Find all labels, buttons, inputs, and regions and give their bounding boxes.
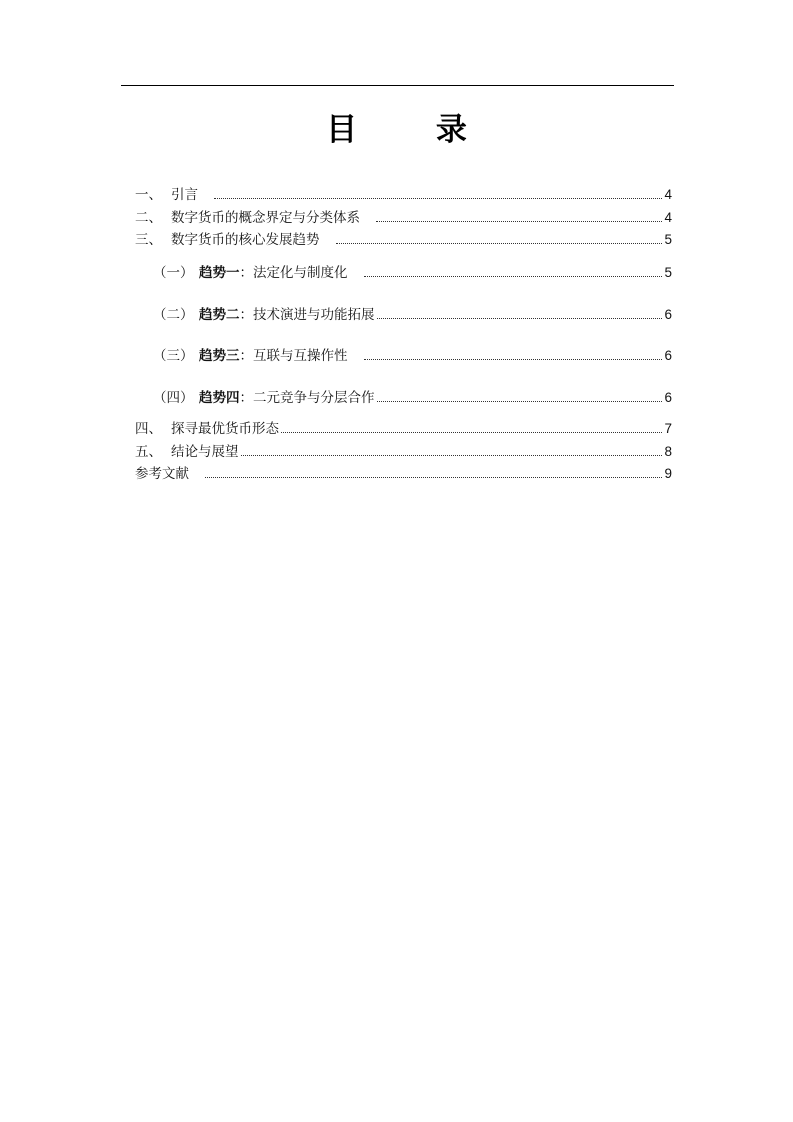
toc-entry-concept[interactable] (135, 208, 672, 226)
toc-entry-introduction[interactable] (135, 185, 672, 203)
toc-entry-conclusion[interactable] (135, 442, 672, 460)
dot-leader (214, 197, 662, 199)
toc-entry-page: 7 (664, 421, 672, 436)
dot-leader (241, 454, 663, 456)
dot-leader (364, 358, 663, 360)
toc-entry-page: 6 (664, 390, 672, 405)
toc-entry-label: 探寻最优货币形态 (171, 421, 279, 437)
toc-entry-number: 二、 (135, 210, 162, 226)
toc-entry-label-lead: 趋势二 (199, 307, 240, 323)
dot-leader (377, 400, 663, 402)
toc-entry-references[interactable] (135, 464, 672, 482)
toc-entry-number: 五、 (135, 444, 162, 460)
dot-leader (376, 220, 662, 222)
toc-entry-page: 4 (664, 187, 672, 202)
toc-entry-number: （一） (153, 265, 194, 281)
toc-entry-label-lead: 趋势一 (199, 265, 240, 281)
toc-entry-label: 结论与展望 (171, 444, 239, 460)
toc-entry-label-rest: ：技术演进与功能拓展 (239, 307, 375, 323)
toc-entry-number: 一、 (135, 187, 162, 203)
toc-entry-label-rest: ：互联与互操作性 (239, 348, 348, 364)
toc-entry-trend-4[interactable] (153, 388, 672, 406)
toc-entry-number: （四） (153, 390, 194, 406)
toc-entry-number: 四、 (135, 421, 162, 437)
toc-entry-trends[interactable] (135, 230, 672, 248)
toc-entry-label: 数字货币的核心发展趋势 (171, 232, 320, 248)
dot-leader (364, 275, 663, 277)
toc-entry-optimal-form[interactable] (135, 419, 672, 437)
toc-title: 目 录 (326, 112, 501, 148)
toc-entry-trend-1[interactable] (153, 263, 672, 281)
toc-entry-number: （三） (153, 348, 194, 364)
toc-entry-label: 引言 (171, 187, 198, 203)
toc-entry-page: 4 (664, 210, 672, 225)
toc-entry-trend-3[interactable] (153, 346, 672, 364)
toc-entry-label: 参考文献 (135, 466, 189, 482)
dot-leader (281, 431, 662, 433)
toc-entry-page: 8 (664, 444, 672, 459)
dot-leader (377, 317, 663, 319)
toc-entry-label-rest: ：法定化与制度化 (239, 265, 348, 281)
toc-entry-label: 数字货币的概念界定与分类体系 (171, 210, 360, 226)
toc-entry-trend-2[interactable] (153, 305, 672, 323)
toc-entry-label-rest: ：二元竞争与分层合作 (239, 390, 375, 406)
header-rule (121, 85, 674, 86)
toc-entry-page: 6 (664, 348, 672, 363)
toc-entry-page: 6 (664, 307, 672, 322)
toc-entry-page: 5 (664, 265, 672, 280)
toc-entry-page: 9 (664, 466, 672, 481)
toc-entry-label-lead: 趋势三 (199, 348, 240, 364)
dot-leader (336, 242, 663, 244)
dot-leader (205, 476, 662, 478)
toc-entry-page: 5 (664, 232, 672, 247)
toc-entry-label-lead: 趋势四 (199, 390, 240, 406)
toc-entry-number: 三、 (135, 232, 162, 248)
toc-entry-number: （二） (153, 307, 194, 323)
